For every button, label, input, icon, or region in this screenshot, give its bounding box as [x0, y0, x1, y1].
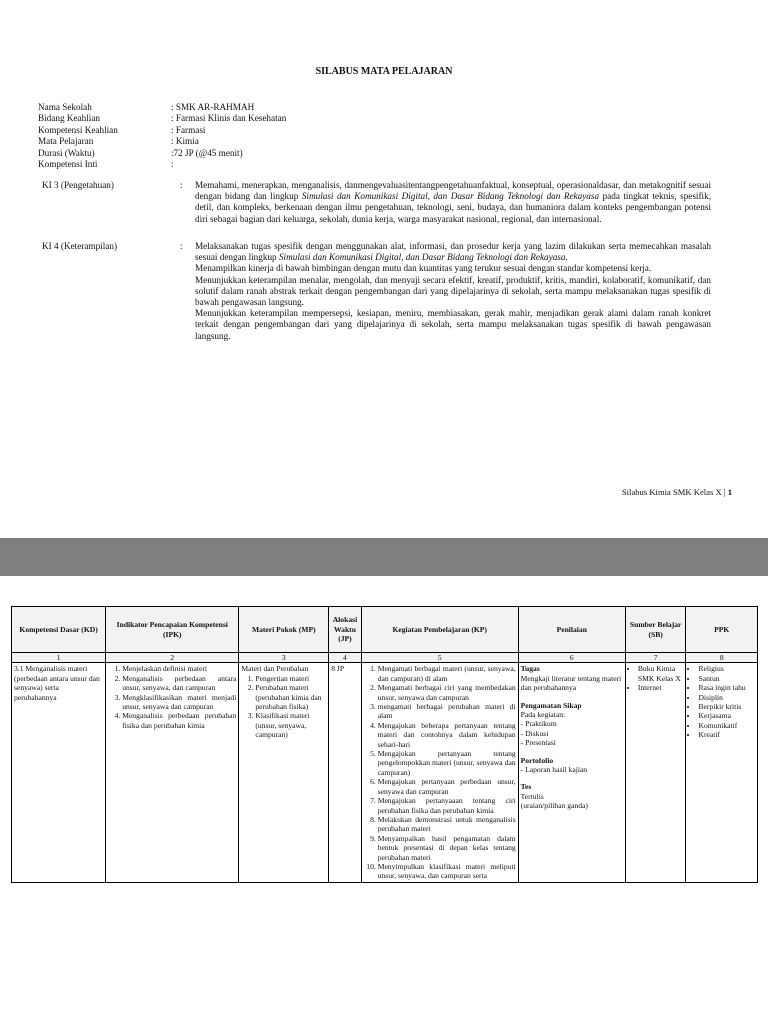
list-item: 9. Menyampaikan hasil pengamatan dalam bentuk presentasi di depan kelas tentang perubahan materi: [378, 834, 516, 862]
meta-label: Kompetensi Keahlian: [38, 124, 118, 135]
list-item: 1. Pengertian materi: [255, 674, 326, 683]
list-item: 3. Klasifikasi materi (unsur, senyawa, campuran): [255, 711, 326, 739]
sikap-item: - Presentasi: [520, 738, 556, 748]
list-item: • Santun: [698, 674, 755, 683]
tes-desc: (uraian/pilihan ganda): [520, 801, 588, 811]
header-ipk: Indikator Pencapaian Kompetensi (IPK): [106, 607, 239, 653]
ki4-colon: :: [180, 241, 183, 251]
ki4-paragraph: [195, 241, 711, 263]
mp-intro: Materi dan Perubahan: [241, 664, 309, 674]
list-item: 7. Mengajukan pertanyaaan tentang ciri perubahan fisika dan perubahan kimia: [378, 796, 516, 815]
header-kp: Kegiatan Pembelajaran (KP): [361, 607, 518, 653]
list-item: • Kreatif: [698, 730, 755, 739]
ki4-paragraph: Menunjukkan keterampilan mempersepsi, kesiapan, meniru, membiasakan, gerak mahir, menjadikan gerak alami dalam ranah konkret terkait dengan pengembangan dari yang dipelajarinya di sekolah, serta mampu melaksanakan tugas spesifik di bawah pengawasan langsung.: [195, 308, 711, 341]
list-item: 4. Mengajukan beberapa pertanyaan tentang materi dan contohnya dalam kehidupan sehari-hari: [378, 721, 516, 749]
sikap-intro: Pada kegiatan:: [520, 710, 566, 720]
ki4-text-part: .: [565, 252, 568, 263]
portofolio-item: - Laporan hasil kajian: [520, 765, 588, 775]
list-item: 4. Menganalisis perbedaan perubahan fisika dan perubahan kimia: [122, 711, 236, 730]
cell-mp: [239, 663, 329, 882]
footer-text: Silabus Kimia SMK Kelas X |: [621, 487, 728, 497]
tes-title: Tes: [520, 782, 532, 792]
list-item: • Disiplin: [698, 693, 755, 702]
meta-row: [38, 148, 286, 159]
cell-ipk: [106, 663, 239, 882]
meta-label: Kompetensi Inti: [38, 159, 98, 170]
header-jp: Alokasi Waktu (JP): [329, 607, 361, 653]
ipk-list: [108, 664, 236, 730]
portofolio-title: Portofolio: [520, 755, 554, 765]
table-header-row: [12, 607, 758, 653]
meta-row: [38, 113, 286, 124]
kp-list: [364, 664, 516, 880]
tugas-title: Tugas: [520, 664, 540, 674]
ppk-list: [688, 664, 755, 739]
meta-value: : Farmasi Klinis dan Kesehatan: [171, 113, 287, 124]
col-number: 6: [518, 653, 625, 663]
ki3-text: [195, 180, 711, 225]
list-item: • Rasa ingin tahu: [698, 683, 755, 692]
document-page-2: [0, 576, 768, 1024]
ki4-paragraph: Menampilkan kinerja di bawah bimbingan dengan mutu dan kuantitas yang terukur sesuai dengan standar kompetensi kerja.: [195, 263, 652, 274]
header-kd: Kompetensi Dasar (KD): [12, 607, 106, 653]
meta-value: : SMK AR-RAHMAH: [171, 102, 255, 112]
col-number: 4: [329, 653, 361, 663]
header-penilaian: Penilaian: [518, 607, 625, 653]
list-item: 2. Perubahan materi (perubahan kimia dan perubahan fisika): [255, 683, 326, 711]
mp-list: [241, 674, 326, 740]
list-item: 2. Mengamati berbagai ciri yang membedakan unsur, senyawa dan campuran: [378, 683, 516, 702]
header-mp: Materi Pokok (MP): [239, 607, 329, 653]
meta-row: [38, 102, 286, 113]
col-number: 1: [12, 653, 106, 663]
table-number-row: [12, 653, 758, 663]
list-item: • Buku Kimia SMK Kelas X: [638, 664, 684, 683]
meta-label: Nama Sekolah: [38, 102, 92, 112]
ki3-colon: :: [180, 180, 183, 190]
col-number: 8: [686, 653, 758, 663]
tugas-text: Mengkaji literatur tentang materi dan perubahannya: [520, 673, 622, 693]
header-sb: Sumber Belajar (SB): [625, 607, 686, 653]
meta-row: [38, 125, 286, 136]
list-item: • Kerjasama: [698, 711, 755, 720]
sb-list: [628, 664, 684, 692]
list-item: 3. mengamati berbagai perubahan materi di alam: [378, 702, 516, 721]
list-item: 10. Menyimpulkan klasifikasi materi meliputi unsur, senyawa, dan campuran serta: [378, 862, 516, 881]
meta-label: Durasi (Waktu): [38, 147, 95, 158]
meta-row: [38, 136, 286, 147]
list-item: 5. Mengajukan pertanyaan tentang pengelompokkan materi (unsur, senyawa dan campuran): [378, 749, 516, 777]
ki3-text-part: pada tingkat teknis, spesifik, detil, dan kompleks, berkenaan dengan ilmu pengetahuan, teknologi, seni, budaya, dan humaniora dalam konteks pengembangan potensi diri sebagai bagian dari keluarga, sekolah, dunia kerja, warga masyarakat nasional, regional, dan internasional.: [195, 191, 711, 224]
header-ppk: PPK: [686, 607, 758, 653]
meta-value: : Kimia: [171, 136, 199, 147]
list-item: 8. Melakukan demonstrasi untuk menganalisis perubahan materi: [378, 815, 516, 834]
col-number: 5: [361, 653, 518, 663]
ki3-text-part: Memahami, menerapkan, menganalisis, danmengevaluasitentangpengetahuanfaktual, konseptual, operasionaldasar, dan metakognitif sesuai dengan bidang dan lingkup: [195, 180, 711, 202]
sikap-item: - Diskusi: [520, 728, 549, 738]
meta-value: : Farmasi: [171, 124, 206, 135]
cell-penilaian: [518, 663, 625, 882]
list-item: • Internet: [638, 683, 684, 692]
meta-label: Bidang Keahlian: [38, 113, 100, 124]
ki4-text-part: Melaksanakan tugas spesifik dengan menggunakan alat, informasi, dan prosedur kerja yang lazim dilakukan serta memecahkan masalah sesuai dengan lingkup: [195, 241, 711, 263]
cell-kd: 3.1 Menganalisis materi (perbedaan antara unsur dan senyawa) serta perubahannya: [12, 663, 106, 882]
cell-sb: [625, 663, 686, 882]
list-item: 6. Mengajukan pertanyaan perbedaan unsur, senyawa dan campuran: [378, 777, 516, 796]
col-number: 3: [239, 653, 329, 663]
list-item: 1. Mengamati berbagai materi (unsur, senyawa, dan campuran) di alam: [378, 664, 516, 683]
page-footer: [622, 487, 732, 497]
ki3-text-italic: Simulasi dan Komunikasi Digital, dan Dasar Bidang Teknologi dan Rekayasa: [301, 191, 600, 202]
cell-ppk: [686, 663, 758, 882]
ki4-label: KI 4 (Keterampilan): [42, 241, 117, 251]
list-item: • Komunikatif: [698, 721, 755, 730]
list-item: 1. Menjelaskan definisi materi: [122, 664, 236, 673]
col-number: 7: [625, 653, 686, 663]
list-item: 3. Mengklasifikasikan materi menjadi unsur, senyawa dan campuran: [122, 693, 236, 712]
list-item: • Berpikir kritis: [698, 702, 755, 711]
cell-kp: [361, 663, 518, 882]
col-number: 2: [106, 653, 239, 663]
meta-label: Mata Pelajaran: [38, 136, 94, 147]
ki3-label: KI 3 (Pengetahuan): [42, 180, 114, 190]
list-item: 2. Menganalisis perbedaan antara unsur, senyawa, dan campuran: [122, 674, 236, 693]
meta-row: [38, 159, 286, 170]
sikap-item: - Praktikum: [520, 719, 557, 729]
ki4-paragraph: Menunjukkan keterampilan menalar, mengolah, dan menyaji secara efektif, kreatif, produktif, kritis, mandiri, kolaboratif, komunikatif, dan solutif dalam ranah abstrak terkait dengan pengembangan dari yang dipelajarinya di sekolah, serta mampu melaksanakan tugas spesifik di bawah pengawasan langsung.: [195, 274, 711, 308]
cell-jp: 8 JP: [329, 663, 361, 882]
syllabus-table: [11, 606, 758, 883]
table-row: [12, 663, 758, 882]
document-title: SILABUS MATA PELAJARAN: [315, 66, 453, 77]
ki4-text: [195, 241, 711, 342]
meta-value: :: [171, 159, 174, 170]
footer-page-number: 1: [727, 487, 732, 497]
school-meta: [38, 102, 286, 170]
tes-type: Tertulis: [520, 791, 544, 801]
list-item: • Religius: [698, 664, 755, 673]
sikap-title: Pengamatan Sikap: [520, 700, 582, 710]
meta-value: :72 JP (@45 menit): [171, 147, 243, 158]
ki4-text-italic: Simulasi dan Komunikasi Digital, dan Dasar Bidang Teknologi dan Rekayasa: [278, 252, 566, 263]
